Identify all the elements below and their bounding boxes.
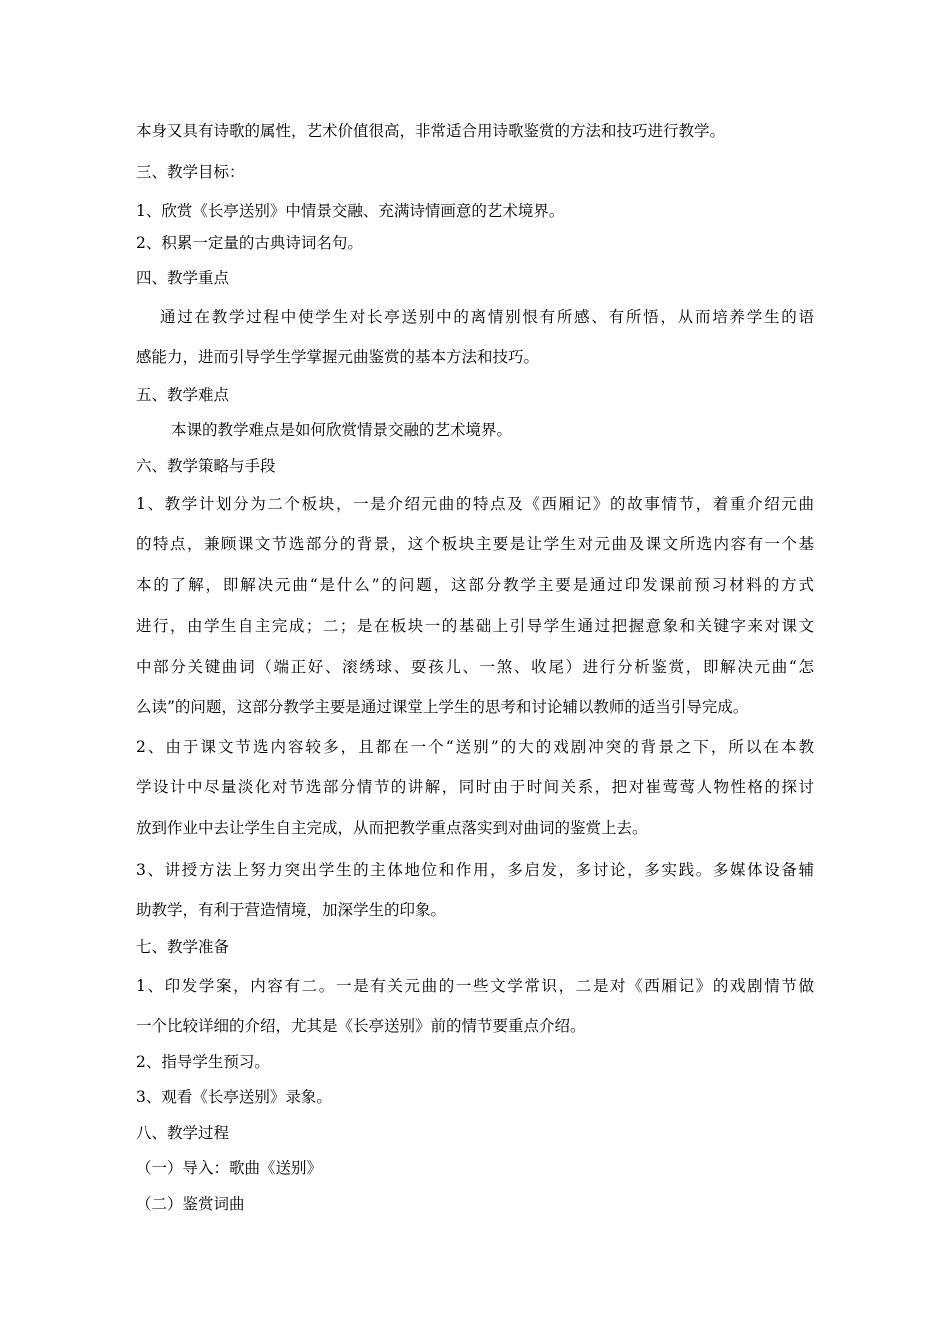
text-line: 中部分关键曲词（端正好、滚绣球、耍孩儿、一煞、收尾）进行分析鉴赏，即解决元曲“怎 bbox=[136, 658, 814, 676]
text-line: 2、由于课文节选内容较多，且都在一个“送别”的大的戏剧冲突的背景之下，所以在本教 bbox=[136, 738, 814, 756]
list-item: 2、积累一定量的古典诗词名句。 bbox=[136, 234, 363, 252]
subsection-heading: （一）导入：歌曲《送别》 bbox=[136, 1159, 323, 1177]
text-line: 的特点，兼顾课文节选部分的背景，这个板块主要是让学生对元曲及课文所选内容有一个基 bbox=[136, 535, 814, 553]
list-item: 1、欣赏《长亭送别》中情景交融、充满诗情画意的艺术境界。 bbox=[136, 202, 565, 220]
text-line: 本身又具有诗歌的属性，艺术价值很高，非常适合用诗歌鉴赏的方法和技巧进行教学。 bbox=[136, 122, 726, 140]
text-line: 1、印发学案，内容有二。一是有关元曲的一些文学常识，二是对《西厢记》的戏剧情节做 bbox=[136, 977, 814, 995]
text-line: 放到作业中去让学生自主完成，从而把教学重点落实到对曲词的鉴赏上去。 bbox=[136, 819, 648, 837]
text-line: 么读”的问题，这部分教学主要是通过课堂上学生的思考和讨论辅以教师的适当引导完成。 bbox=[136, 698, 749, 716]
text-line: 学设计中尽量淡化对节选部分情节的讲解，同时由于时间关系，把对崔莺莺人物性格的探讨 bbox=[136, 778, 814, 796]
text-line: 本的了解，即解决元曲“是什么”的问题，这部分教学主要是通过印发课前预习材料的方式 bbox=[136, 576, 814, 594]
section-heading: 六、教学策略与手段 bbox=[136, 457, 276, 475]
text-line: 一个比较详细的介绍，尤其是《长亭送别》前的情节要重点介绍。 bbox=[136, 1017, 586, 1035]
section-heading: 五、教学难点 bbox=[136, 386, 230, 404]
text-line: 进行，由学生自主完成；二；是在板块一的基础上引导学生通过把握意象和关键字来对课文 bbox=[136, 617, 814, 635]
section-heading: 三、教学目标： bbox=[136, 163, 245, 181]
subsection-heading: （二）鉴赏词曲 bbox=[136, 1195, 245, 1213]
text-line: 本课的教学难点是如何欣赏情景交融的艺术境界。 bbox=[171, 421, 513, 439]
list-item: 2、指导学生预习。 bbox=[136, 1053, 270, 1071]
section-heading: 八、教学过程 bbox=[136, 1124, 230, 1142]
text-line: 1、教学计划分为二个板块，一是介绍元曲的特点及《西厢记》的故事情节，着重介绍元曲 bbox=[136, 495, 814, 513]
section-heading: 七、教学准备 bbox=[136, 938, 230, 956]
list-item: 3、观看《长亭送别》录象。 bbox=[136, 1088, 332, 1106]
text-line: 通过在教学过程中使学生对长亭送别中的离情别恨有所感、有所悟，从而培养学生的语 bbox=[160, 308, 814, 326]
section-heading: 四、教学重点 bbox=[136, 269, 230, 287]
text-line: 3、讲授方法上努力突出学生的主体地位和作用，多启发，多讨论，多实践。多媒体设备辅 bbox=[136, 861, 814, 879]
text-line: 感能力，进而引导学生学掌握元曲鉴赏的基本方法和技巧。 bbox=[136, 348, 540, 366]
text-line: 助教学，有利于营造情境，加深学生的印象。 bbox=[136, 901, 447, 919]
